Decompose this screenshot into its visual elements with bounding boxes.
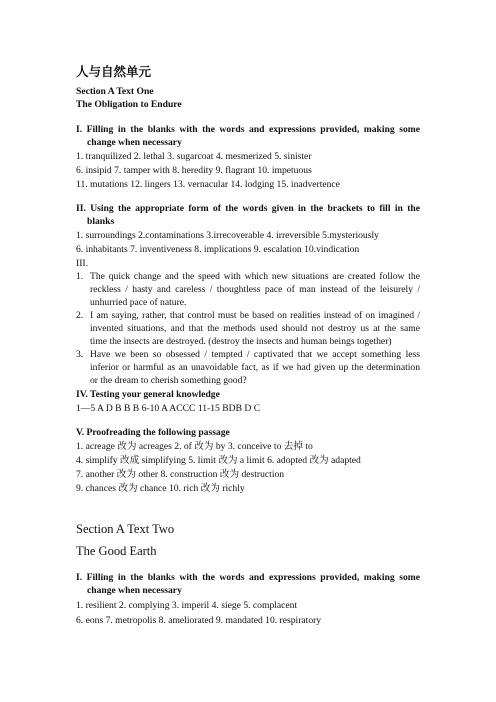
answer-line: 1. acreage 改为 acreages 2. of 改为 by 3. conceive to 去掉 to <box>76 441 313 452</box>
item-line: unhurried pace of nature. <box>90 297 187 308</box>
part-heading-cont: blanks <box>87 216 115 227</box>
part-heading-cont: change when necessary <box>87 585 182 596</box>
part-heading: I. Filling in the blanks with the words and expressions provided, making some <box>76 124 420 135</box>
answer-line: 9. chances 改为 chance 10. rich 改为 richly <box>76 483 245 494</box>
item-line: reckless / hasty and careless / thoughtless pace of man instead of the leisurely / <box>90 284 420 295</box>
item-line: time the insects are destroyed. (destroy the insects and human beings together) <box>90 336 392 347</box>
text-title: The Obligation to Endure <box>76 99 182 110</box>
item-number: 3. <box>76 349 84 360</box>
part-label: III. <box>76 258 88 269</box>
answer-line: 6. insipid 7. tamper with 8. heredity 9. flagrant 10. impetuous <box>76 165 312 176</box>
unit-title: 人与自然单元 <box>76 64 152 79</box>
answer-line: 1. tranquilized 2. lethal 3. sugarcoat 4. mesmerized 5. sinister <box>76 151 312 162</box>
part-heading-cont: change when necessary <box>87 137 182 148</box>
answer-line: 6. eons 7. metropolis 8. ameliorated 9. mandated 10. respiratory <box>76 615 322 626</box>
answer-line: 1—5 A D B B B 6-10 A ACCC 11-15 BDB D C <box>76 403 261 414</box>
section-heading: Section A Text Two <box>76 522 175 536</box>
section-heading: Section A Text One <box>76 86 154 97</box>
item-line: or the dream to cherish something good? <box>90 375 247 386</box>
answer-line: 6. inhabitants 7. inventiveness 8. implications 9. escalation 10.vindication <box>76 244 360 255</box>
answer-line: 1. surroundings 2.contaminations 3.irrecoverable 4. irreversible 5.mysteriously <box>76 230 379 241</box>
answer-line: 7. another 改为 other 8. construction 改为 destruction <box>76 469 285 480</box>
answer-line: 11. mutations 12. lingers 13. vernacular 14. lodging 15. inadvertence <box>76 179 340 190</box>
part-heading: IV. Testing your general knowledge <box>76 389 220 400</box>
item-number: 2. <box>76 310 84 321</box>
item-line: I am saying, rather, that control must be based on realities instead of on imagined / <box>90 310 420 321</box>
text-title: The Good Earth <box>76 544 157 558</box>
item-line: invented situations, and that the methods used should not destroy us at the same <box>90 323 420 334</box>
item-line: inferior or harmful as an unavoidable fact, as if we had given up the determination <box>90 362 420 373</box>
item-number: 1. <box>76 271 84 282</box>
answer-line: 1. resilient 2. complying 3. imperil 4. siege 5. complacent <box>76 600 298 611</box>
item-line: The quick change and the speed with which new situations are created follow the <box>90 271 420 282</box>
item-line: Have we been so obsessed / tempted / captivated that we accept something less <box>90 349 420 360</box>
part-heading: II. Using the appropriate form of the words given in the brackets to fill in the <box>76 203 420 214</box>
answer-line: 4. simplify 改成 simplifying 5. limit 改为 a limit 6. adopted 改为 adapted <box>76 455 361 466</box>
part-heading: I. Filling in the blanks with the words and expressions provided, making some <box>76 572 420 583</box>
part-heading: V. Proofreading the following passage <box>76 427 230 438</box>
